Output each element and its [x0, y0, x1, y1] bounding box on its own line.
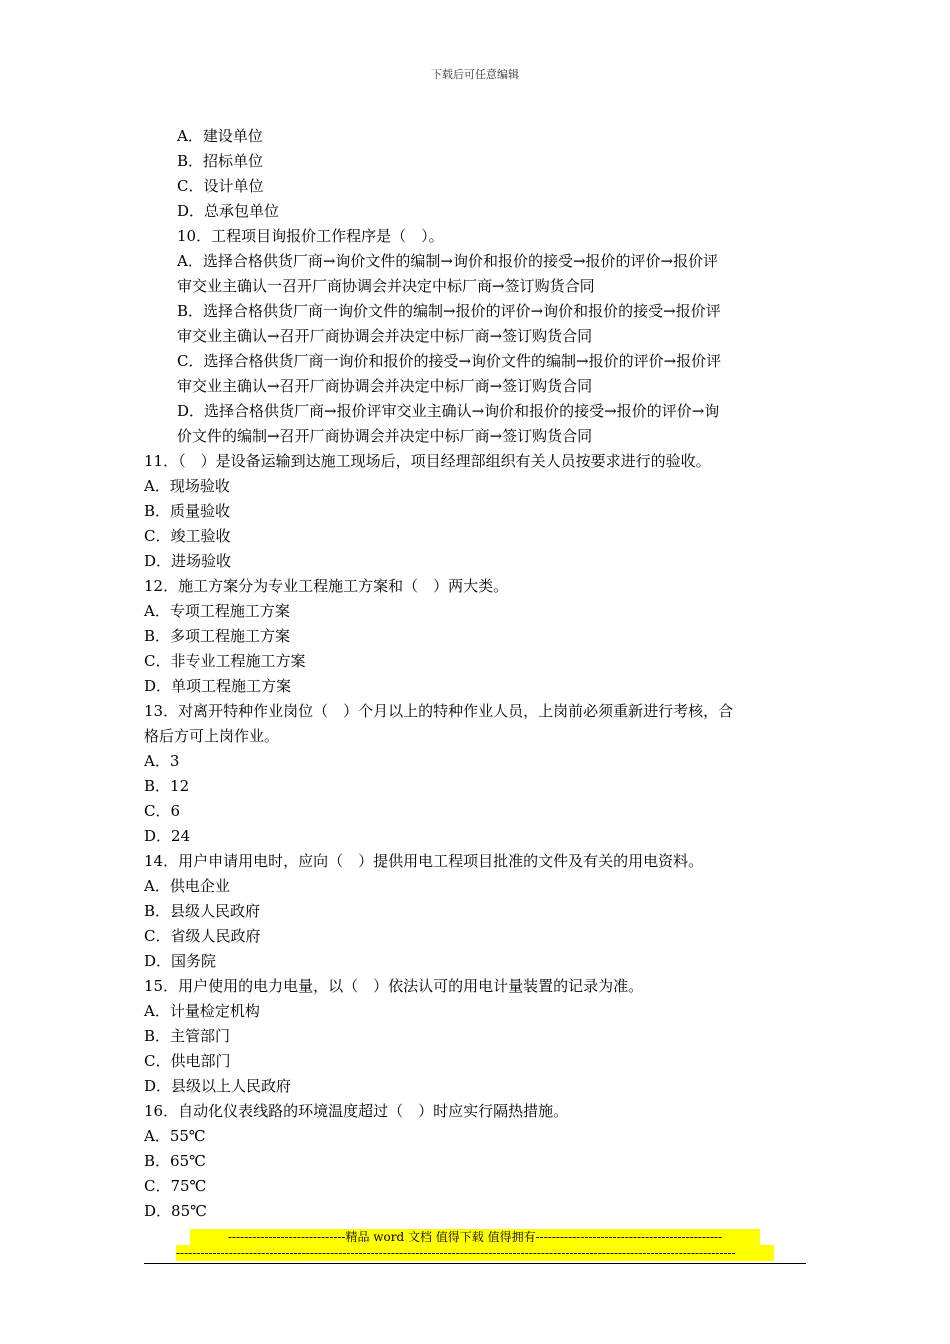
text-line: B．招标单位 — [177, 152, 264, 170]
text-line: 14．用户申请用电时，应向（ ）提供用电工程项目批准的文件及有关的用电资料。 — [144, 852, 704, 870]
text-line: 审交业主确认→召开厂商协调会并决定中标厂商→签订购货合同 — [177, 377, 593, 395]
text-line: B．主管部门 — [144, 1027, 231, 1045]
text-line: D．县级以上人民政府 — [144, 1077, 292, 1095]
text-line: C．非专业工程施工方案 — [144, 652, 306, 670]
text-line: 15．用户使用的电力电量，以（ ）依法认可的用电计量装置的记录为准。 — [144, 977, 644, 995]
text-line: 审交业主确认→召开厂商协调会并决定中标厂商→签订购货合同 — [177, 327, 593, 345]
text-line: 审交业主确认一召开厂商协调会并决定中标厂商→签订购货合同 — [177, 277, 595, 295]
text-line: A．建设单位 — [177, 127, 263, 145]
text-line: D．选择合格供货厂商→报价评审交业主确认→询价和报价的接受→报价的评价→询 — [177, 402, 720, 420]
text-line: B．65℃ — [144, 1152, 206, 1170]
text-line: D．总承包单位 — [177, 202, 280, 220]
text-line: C．供电部门 — [144, 1052, 231, 1070]
text-line: A．选择合格供货厂商→询价文件的编制→询价和报价的接受→报价的评价→报价评 — [177, 252, 719, 270]
text-line: C．选择合格供货厂商一询价和报价的接受→询价文件的编制→报价的评价→报价评 — [177, 352, 722, 370]
text-line: C．竣工验收 — [144, 527, 231, 545]
text-line: A．55℃ — [144, 1127, 206, 1145]
text-line: D．单项工程施工方案 — [144, 677, 292, 695]
text-line: 16．自动化仪表线路的环境温度超过（ ）时应实行隔热措施。 — [144, 1102, 569, 1120]
footer-banner: -----------------------------精品 word 文档 值得下载 值得拥有---------------------------------------------- — [190, 1229, 760, 1245]
text-line: A．计量检定机构 — [144, 1002, 260, 1020]
text-line: D．24 — [144, 827, 191, 845]
text-line: C．75℃ — [144, 1177, 207, 1195]
text-line: 12．施工方案分为专业工程施工方案和（ ）两大类。 — [144, 577, 509, 595]
text-line: D．国务院 — [144, 952, 217, 970]
text-line: B．12 — [144, 777, 190, 795]
text-line: C．6 — [144, 802, 181, 820]
footer-dashes: ------------------------------------------------------------------------------------------------------------------------------------------ — [176, 1245, 774, 1261]
text-line: 10．工程项目询报价工作程序是（ ）。 — [177, 227, 444, 245]
text-line: B．多项工程施工方案 — [144, 627, 291, 645]
text-line: 价文件的编制→召开厂商协调会并决定中标厂商→签订购货合同 — [177, 427, 593, 445]
footer-rule — [144, 1263, 806, 1264]
text-line: D．85℃ — [144, 1202, 207, 1220]
text-line: D．进场验收 — [144, 552, 232, 570]
text-line: 13．对离开特种作业岗位（ ）个月以上的特种作业人员，上岗前必须重新进行考核，合 — [144, 702, 734, 720]
text-line: C．设计单位 — [177, 177, 264, 195]
text-line: 格后方可上岗作业。 — [144, 727, 280, 745]
text-line: 11．（ ）是设备运输到达施工现场后，项目经理部组织有关人员按要求进行的验收。 — [144, 452, 711, 470]
text-line: C．省级人民政府 — [144, 927, 261, 945]
text-line: B．县级人民政府 — [144, 902, 261, 920]
text-line: A．3 — [144, 752, 180, 770]
page-header: 下载后可任意编辑 — [431, 68, 519, 81]
text-line: A．专项工程施工方案 — [144, 602, 290, 620]
text-line: A．现场验收 — [144, 477, 230, 495]
text-line: A．供电企业 — [144, 877, 230, 895]
text-line: B．选择合格供货厂商一询价文件的编制→报价的评价→询价和报价的接受→报价评 — [177, 302, 721, 320]
document-body — [144, 124, 808, 1224]
text-line: B．质量验收 — [144, 502, 231, 520]
